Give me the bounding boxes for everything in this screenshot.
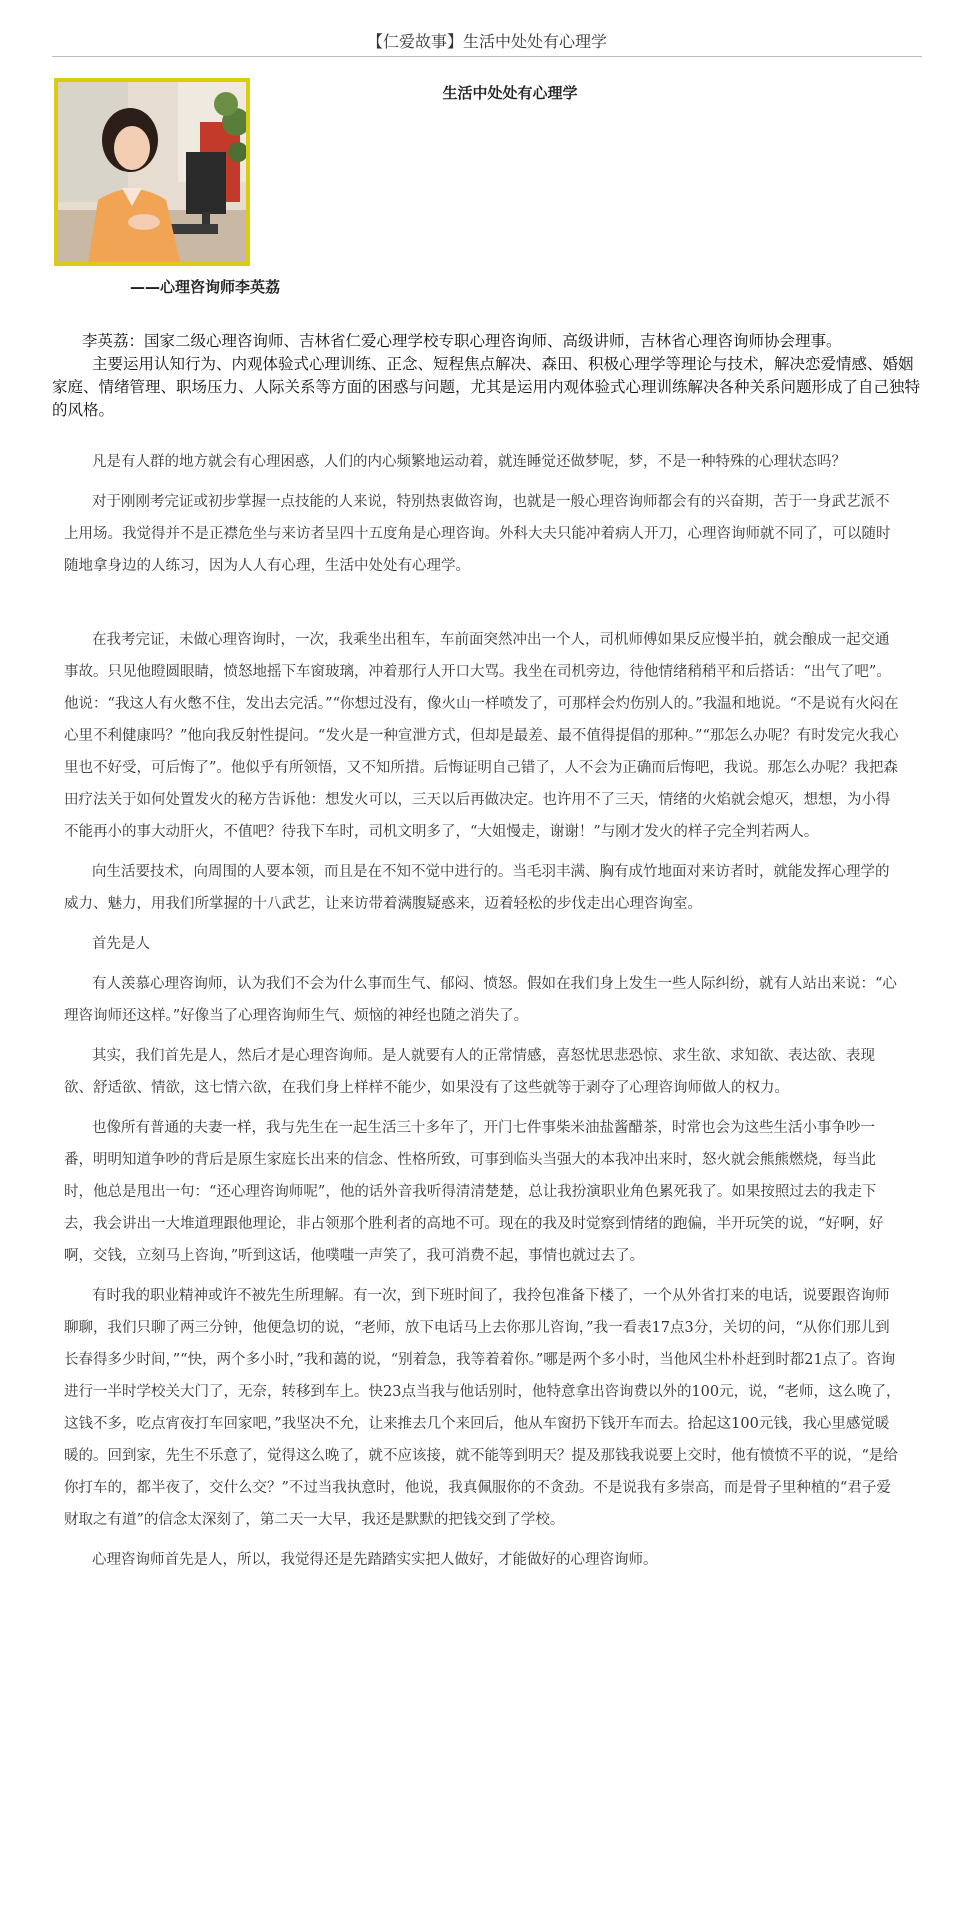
section-heading: 首先是人 bbox=[92, 936, 150, 952]
bio-line: 主要运用认知行为、内观体验式心理训练、正念、短程焦点解决、森田、积极心理学等理论与技术，解决恋爱情感、婚姻家庭、情绪管理、职场压力、人际关系等方面的困惑与问题，尤其是运用内观体验式心理训练解决各种关系问题形成了自己独特的风格。 bbox=[52, 355, 921, 419]
paragraph: 有时我的职业精神或许不被先生所理解。有一次，到下班时间了，我拎包准备下楼了，一个从外省打来的电话，说要跟咨询师聊聊，我们只聊了两三分钟，他便急切的说，“老师，放下电话马上去你那儿咨询，”我一看表17点3分，关切的问，“从你们那儿到长春得多少时间，”“快，两个多小时，”我和蔼的说，“别着急，我等着着你。”哪是两个多小时，当他风尘朴朴赶到时都21点了。咨询进行一半时学校关大门了，无奈，转移到车上。快23点当我与他话别时，他特意拿出咨询费以外的100元，说，“老师，这么晚了，这钱不多，吃点宵夜打车回家吧，”我坚决不允，让来推去几个来回后，他从车窗扔下钱开车而去。拾起这100元钱，我心里感觉暖暖的。回到家，先生不乐意了，觉得这么晚了，就不应该接，就不能等到明天？提及那钱我说要上交时，他有愤愤不平的说，“是给你打车的，都半夜了，交什么交？”不过当我执意时，他说，我真佩服你的不贪劲。不是说我有多崇高，而是骨子里种植的“君子爱财取之有道”的信念太深刻了，第二天一大早，我还是默默的把钱交到了学校。 bbox=[64, 1288, 901, 1528]
page-header: 【仁爱故事】生活中处处有心理学 bbox=[52, 30, 922, 57]
paragraph: 在我考完证，未做心理咨询时，一次，我乘坐出租车，车前面突然冲出一个人，司机师傅如果反应慢半拍，就会酿成一起交通事故。只见他瞪圆眼睛，愤怒地摇下车窗玻璃，冲着那行人开口大骂。我坐在司机旁边，待他情绪稍稍平和后搭话：“出气了吧”。他说：“我这人有火憋不住，发出去完活。”“你想过没有，像火山一样喷发了，可那样会灼伤别人的。”我温和地说。“不是说有火闷在心里不利健康吗？”他向我反射性提问。“发火是一种宣泄方式，但却是最差、最不值得提倡的那种。”“那怎么办呢？有时发完火我心里也不好受，可后悔了”。他似乎有所领悟，又不知所措。后悔证明自己错了，人不会为正确而后悔吧，我说。那怎么办呢？我把森田疗法关于如何处置发火的秘方告诉他：想发火可以，三天以后再做决定。也许用不了三天，情绪的火焰就会熄灭，想想，为小得不能再小的事大动肝火，不值吧？待我下车时，司机文明多了，“大姐慢走，谢谢！”与刚才发火的样子完全判若两人。 bbox=[64, 632, 899, 840]
counselor-photo bbox=[54, 78, 250, 266]
paragraph: 对于刚刚考完证或初步掌握一点技能的人来说，特别热衷做咨询，也就是一般心理咨询师都会有的兴奋期，苦于一身武艺派不上用场。我觉得并不是正襟危坐与来访者呈四十五度角是心理咨询。外科大夫只能冲着病人开刀，心理咨询师就不同了，可以随时随地拿身边的人练习，因为人人有心理，生活中处处有心理学。 bbox=[64, 494, 891, 574]
article-body bbox=[64, 446, 902, 1584]
portrait-image bbox=[58, 82, 246, 262]
paragraph: 其实，我们首先是人，然后才是心理咨询师。是人就要有人的正常情感，喜怒忧思悲恐惊、求生欲、求知欲、表达欲、表现欲、舒适欲、情欲，这七情六欲，在我们身上样样不能少，如果没有了这些就等于剥夺了心理咨询师做人的权力。 bbox=[64, 1048, 875, 1096]
paragraph: 凡是有人群的地方就会有心理困惑，人们的内心频繁地运动着，就连睡觉还做梦呢，梦，不是一种特殊的心理状态吗？ bbox=[92, 454, 846, 470]
bio-line: 李英荔：国家二级心理咨询师、吉林省仁爱心理学校专职心理咨询师、高级讲师，吉林省心理咨询师协会理事。 bbox=[82, 332, 842, 350]
paragraph: 心理咨询师首先是人，所以，我觉得还是先踏踏实实把人做好，才能做好的心理咨询师。 bbox=[92, 1552, 658, 1568]
photo-caption: ——心理咨询师李英荔 bbox=[130, 278, 281, 296]
author-bio bbox=[52, 330, 924, 422]
paragraph: 向生活要技术，向周围的人要本领，而且是在不知不觉中进行的。当毛羽丰满、胸有成竹地面对来访者时，就能发挥心理学的威力、魅力，用我们所掌握的十八武艺，让来访带着满腹疑惑来，迈着轻松的步伐走出心理咨询室。 bbox=[64, 864, 890, 912]
paragraph: 有人羡慕心理咨询师，认为我们不会为什么事而生气、郁闷、愤怒。假如在我们身上发生一些人际纠纷，就有人站出来说：“心理咨询师还这样。”好像当了心理咨询师生气、烦恼的神经也随之消失了。 bbox=[64, 976, 897, 1024]
article-title: 生活中处处有心理学 bbox=[442, 84, 578, 102]
paragraph: 也像所有普通的夫妻一样，我与先生在一起生活三十多年了，开门七件事柴米油盐酱醋茶，时常也会为这些生活小事争吵一番，明明知道争吵的背后是原生家庭长出来的信念、性格所致，可事到临头当强大的本我冲出来时，怒火就会熊熊燃烧，每当此时，他总是甩出一句：“还心理咨询师呢”，他的话外音我听得清清楚楚，总让我扮演职业角色累死我了。如果按照过去的我走下去，我会讲出一大堆道理跟他理论，非占领那个胜利者的高地不可。现在的我及时觉察到情绪的跑偏，半开玩笑的说，“好啊，好啊，交钱，立刻马上咨询，”听到这话，他噗嗤一声笑了，我可消费不起，事情也就过去了。 bbox=[64, 1120, 884, 1264]
